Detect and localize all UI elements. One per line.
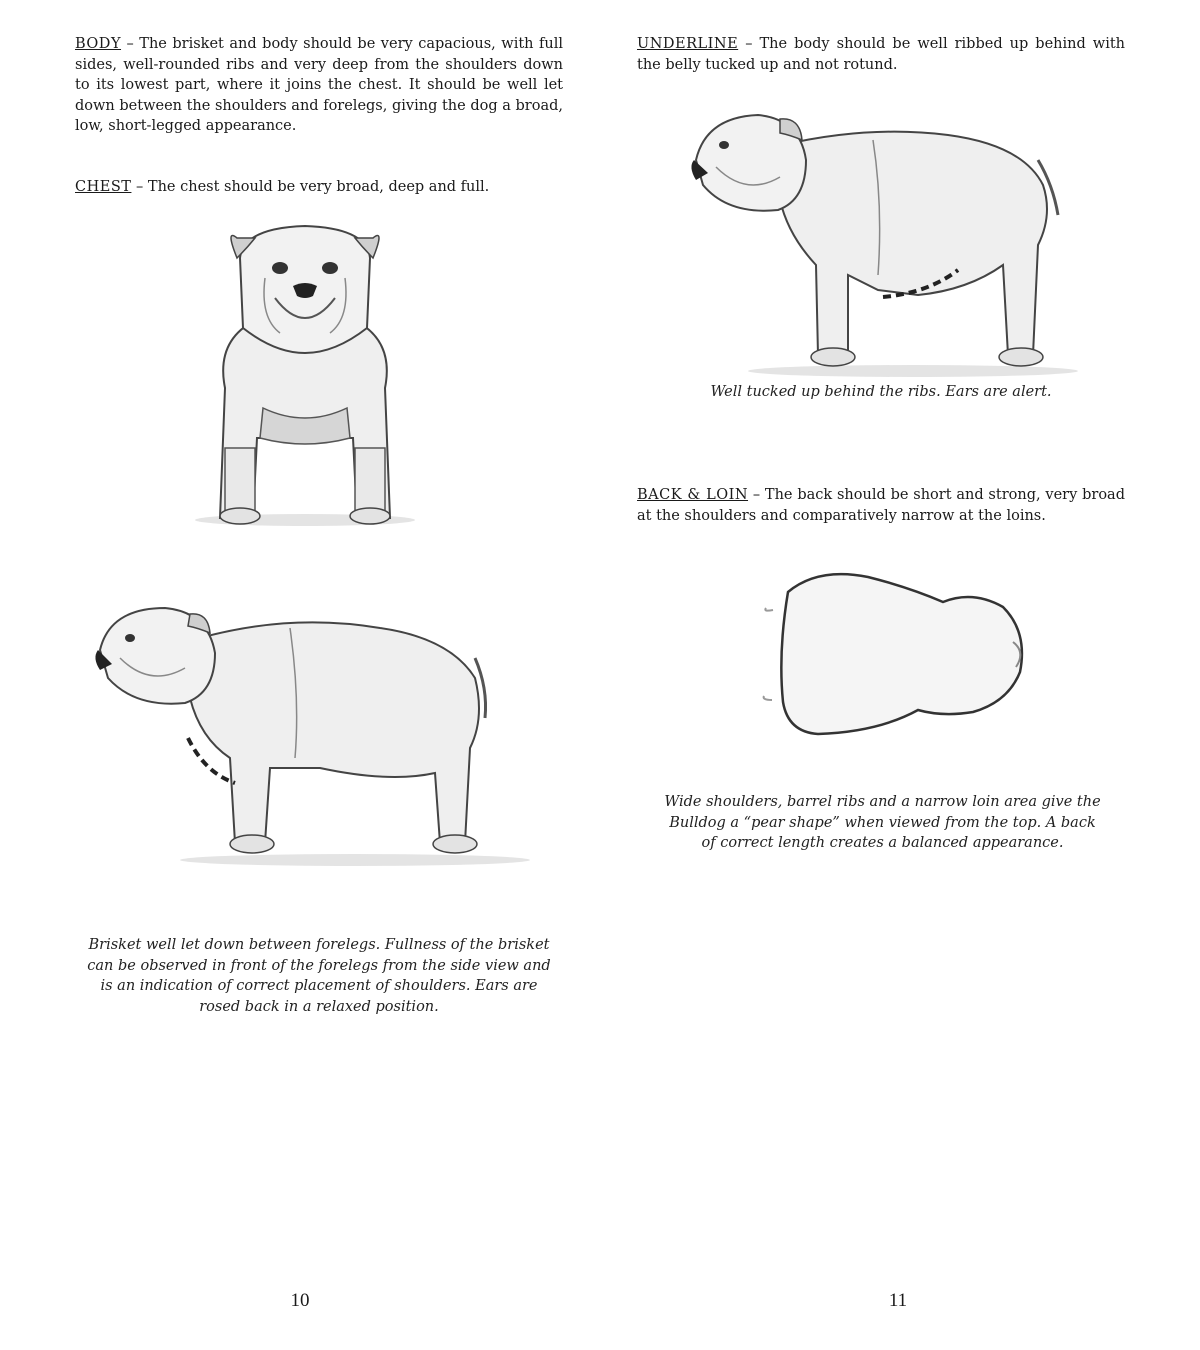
body-text: – The brisket and body should be very capacious, with full sides, well-rounded ribs and very deep from the shoulders down to its lowest part, where it joins the chest. It should be well let down between the shoulders and forelegs, giving the dog a broad, low, short-legged appearance.	[75, 36, 563, 134]
body-paragraph	[75, 34, 563, 137]
brisket-caption: Brisket well let down between forelegs. Fullness of the brisket can be observed in front of the forelegs from the side view and is an indication of correct placement of shoulders. Ears are rosed back in a relaxed position.	[87, 937, 551, 1015]
underline-paragraph	[637, 34, 1125, 75]
back-loin-caption: Wide shoulders, barrel ribs and a narrow loin area give the Bulldog a “pear shape” when viewed from the top. A back of correct length creates a balanced appearance.	[664, 794, 1101, 851]
page-number-left: 10	[290, 1290, 310, 1311]
back-loin-paragraph	[637, 485, 1125, 526]
underline-term: UNDERLINE	[637, 36, 739, 52]
bulldog-underline-illustration	[688, 105, 1083, 380]
back-loin-text: – The back should be short and strong, very broad at the shoulders and comparatively narrow at the loins.	[637, 487, 1125, 524]
bulldog-front-view-illustration	[185, 218, 425, 530]
body-term: BODY	[75, 36, 122, 52]
underline-caption: Well tucked up behind the ribs. Ears are alert.	[710, 384, 1052, 400]
bulldog-side-view-illustration	[90, 598, 535, 898]
chest-text: – The chest should be very broad, deep and full.	[131, 179, 490, 195]
back-loin-term: BACK & LOIN	[637, 487, 749, 503]
chest-paragraph	[75, 177, 563, 198]
underline-text: – The body should be well ribbed up behind with the belly tucked up and not rotund.	[637, 36, 1125, 73]
right-page	[600, 0, 1200, 1350]
chest-term: CHEST	[75, 179, 132, 195]
page-number-right: 11	[888, 1290, 908, 1311]
bulldog-top-view-illustration	[758, 562, 1030, 750]
